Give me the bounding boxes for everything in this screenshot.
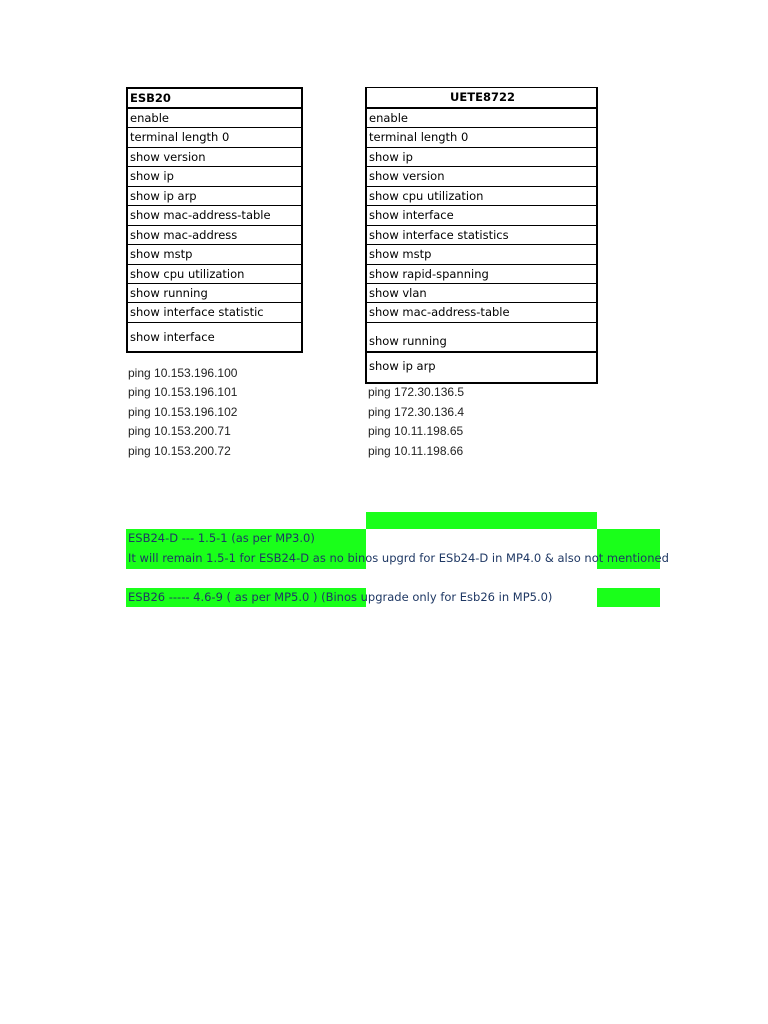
highlight-bar xyxy=(366,512,597,529)
note-text: s upgrade only for Esb26 in MP5.0) xyxy=(351,590,553,604)
note-esb24d-remain xyxy=(128,549,669,567)
ping-command: ping 10.153.200.71 xyxy=(128,424,231,438)
ping-command: ping 10.11.198.66 xyxy=(368,444,464,458)
table-cell: show cpu utilization xyxy=(367,187,596,206)
table-cell: enable xyxy=(367,109,596,128)
table-cell: show mac-address xyxy=(128,226,301,245)
uete8722-table xyxy=(365,87,598,384)
note-esb26-version xyxy=(128,588,552,606)
table-cell: enable xyxy=(128,109,301,128)
table-cell: show mac-address-table xyxy=(128,206,301,226)
note-text: mentioned xyxy=(606,551,669,565)
table-cell: show ip xyxy=(128,167,301,187)
table-cell: show interface xyxy=(130,330,215,344)
table-cell: terminal length 0 xyxy=(367,128,596,148)
note-text: It will remain 1.5-1 for ESB24-D as no binos xyxy=(128,551,379,565)
table-cell: show ip arp xyxy=(369,359,436,373)
ping-command: ping 10.11.198.65 xyxy=(368,424,464,438)
table-cell: show version xyxy=(128,148,301,167)
table-cell: show interface xyxy=(367,206,596,226)
ping-command: ping 172.30.136.5 xyxy=(368,385,465,399)
table-cell: show ip xyxy=(367,148,596,167)
table-cell: show version xyxy=(367,167,596,187)
ping-command: ping 172.30.136.4 xyxy=(368,405,465,419)
ping-command: ping 10.153.200.72 xyxy=(128,444,231,458)
esb20-table xyxy=(126,87,303,353)
table-cell: show rapid-spanning xyxy=(367,265,596,284)
table-cell: show mstp xyxy=(367,245,596,265)
table-cell: show cpu utilization xyxy=(128,265,301,284)
note-text: upgrd for ESb24-D in MP4.0 & also not xyxy=(378,551,607,565)
esb20-header: ESB20 xyxy=(128,89,301,109)
table-cell: show running xyxy=(128,284,301,303)
table-cell: show running xyxy=(367,323,596,353)
table-cell: show mac-address-table xyxy=(367,303,596,323)
ping-command: ping 10.153.196.101 xyxy=(128,385,238,399)
highlight-bar xyxy=(597,588,660,607)
uete8722-header: UETE8722 xyxy=(367,88,596,109)
table-cell: terminal length 0 xyxy=(128,128,301,148)
table-cell: show interface statistics xyxy=(367,226,596,245)
ping-command: ping 10.153.196.102 xyxy=(128,405,238,419)
table-cell: show interface statistic xyxy=(128,303,301,323)
table-cell: show vlan xyxy=(367,284,596,303)
note-esb24d-version: ESB24-D --- 1.5-1 (as per MP3.0) xyxy=(128,531,315,545)
note-text: ESB26 ----- 4.6-9 ( as per MP5.0 ) (Bino xyxy=(128,590,351,604)
table-cell: show ip arp xyxy=(128,187,301,206)
table-cell: show mstp xyxy=(128,245,301,265)
ping-command: ping 10.153.196.100 xyxy=(128,366,238,380)
